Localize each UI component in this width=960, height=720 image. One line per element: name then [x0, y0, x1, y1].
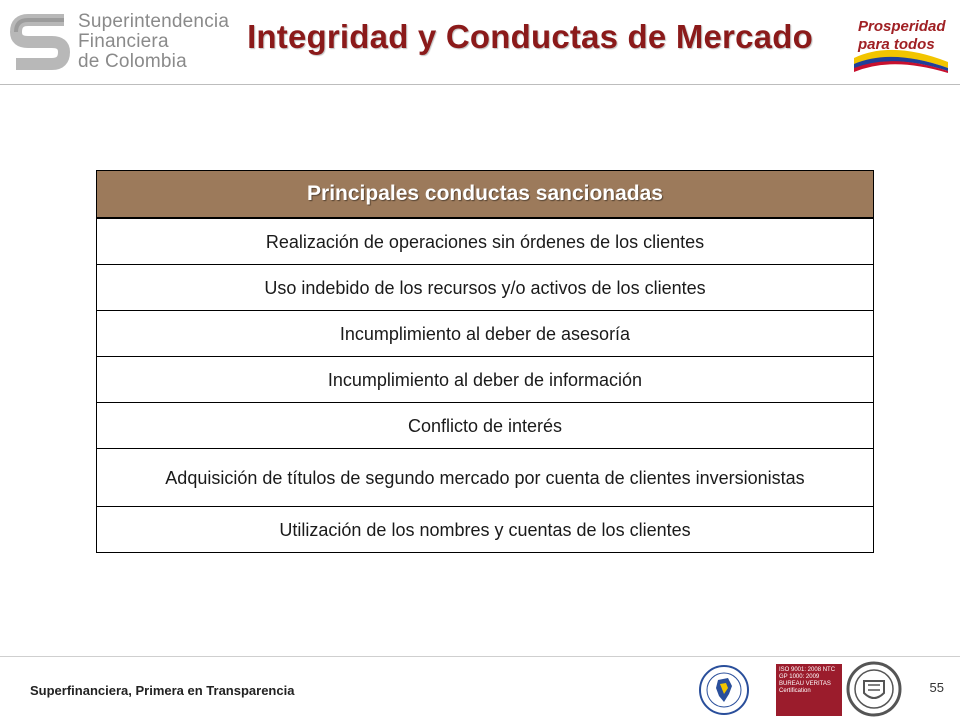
- organization-logo: [8, 8, 228, 78]
- sanctioned-conducts-table: [96, 170, 874, 553]
- organization-name: [78, 12, 229, 72]
- footer-divider: [0, 656, 960, 657]
- slide-title: Integridad y Conductas de Mercado: [247, 18, 813, 55]
- table-row: Adquisición de títulos de segundo mercado por cuenta de clientes inversionistas: [97, 448, 873, 506]
- cert-text: ISO 9001: 2008 NTC GP 1000: 2009 BUREAU VERITAS Certification: [779, 667, 836, 694]
- page-number: 55: [929, 680, 944, 695]
- certification-seal-icon: [698, 664, 750, 716]
- table-row: Realización de operaciones sin órdenes de los clientes: [97, 218, 873, 264]
- iso-certification-badge: [776, 664, 842, 716]
- org-name-line-2: Financiera: [78, 31, 169, 52]
- table-row: Uso indebido de los recursos y/o activos de los clientes: [97, 264, 873, 310]
- table-row: Conflicto de interés: [97, 402, 873, 448]
- org-name-line-1: Superintendencia: [78, 11, 230, 32]
- table-row: Utilización de los nombres y cuentas de los clientes: [97, 506, 873, 552]
- footer-tagline: Superfinanciera, Primera en Transparencia: [30, 683, 295, 698]
- table-header: Principales conductas sancionadas: [97, 171, 873, 218]
- bureau-veritas-seal-icon: [846, 661, 902, 717]
- campaign-line-2: para todos: [858, 36, 935, 53]
- sfc-logo-mark-icon: [8, 10, 72, 74]
- table-row: Incumplimiento al deber de asesoría: [97, 310, 873, 356]
- campaign-line-1: Prosperidad: [858, 18, 946, 35]
- table-row: Incumplimiento al deber de información: [97, 356, 873, 402]
- prosperidad-logo: [852, 10, 950, 74]
- org-name-line-3: de Colombia: [78, 51, 187, 72]
- header-divider: [0, 84, 960, 85]
